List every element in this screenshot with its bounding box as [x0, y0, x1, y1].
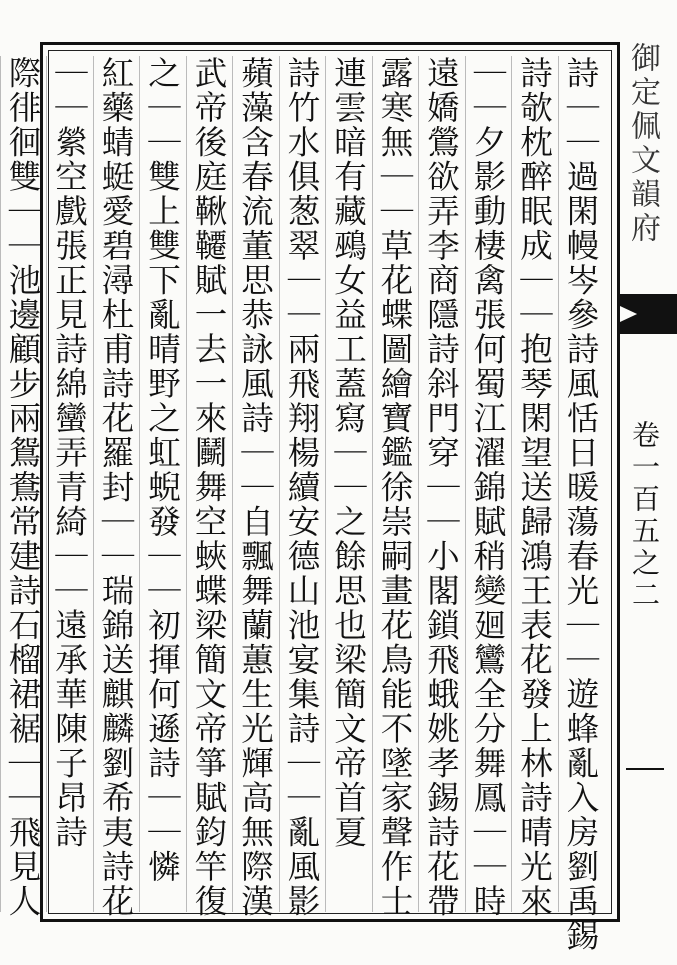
page-margin: [620, 42, 677, 922]
text-column-8: 蘋藻含春流董思恭詠風詩｜｜自飄舞蘭蕙生光輝高無際漢: [232, 56, 279, 912]
book-title: 御定佩文韻府: [625, 42, 660, 246]
margin-rule: [626, 768, 664, 770]
text-column-6: 連雲暗有藏鵐女益工蓋寫｜｜之餘思也梁簡文帝首夏: [325, 56, 372, 912]
text-column-13: 際徘徊雙｜｜池邊顧步兩鴛鴦常建詩石榴裙裾｜｜飛見人: [0, 56, 46, 912]
text-column-12: ｜｜縈空戲張正見詩綿蠻弄青綺｜｜遠承華陳子昂詩: [46, 56, 93, 912]
volume-label: 卷一百五之二: [628, 420, 661, 612]
text-column-9: 武帝後庭鞦韆賦一去一來鬭舞空蛺蝶梁簡文帝箏賦鈞竿復: [186, 56, 233, 912]
text-column-11: 紅藥蜻蜓愛碧潯杜甫詩花羅封｜｜瑞錦送麒麟劉希夷詩花: [93, 56, 140, 912]
text-column-10: 之｜｜雙上雙下亂晴野之虹蜺發｜｜初揮何遜詩｜｜憐: [139, 56, 186, 912]
text-column-4: 遠嬌鶯欲弄李商隱詩斜門穿｜｜小閣鎖飛蛾姚孝錫詩花帶: [418, 56, 465, 912]
text-column-2: 詩欹枕醉眠成｜｜抱琴閑望送歸鴻王表花發上林詩晴光來: [511, 56, 558, 912]
text-column-5: 露寒無｜｜草花蝶圖繪寶鑑徐崇嗣畫花鳥能不墜家聲作士: [372, 56, 419, 912]
text-column-1: 詩｜｜過閑幔岑參詩風恬日暖蕩春光｜｜遊蜂亂入房劉禹錫: [558, 56, 605, 912]
text-column-3: ｜｜夕影動棲禽張何蜀江濯錦賦稍變廻鸞全分舞鳳｜｜時: [465, 56, 512, 912]
text-column-7: 詩竹水俱葱翠｜｜兩飛翔楊續安德山池宴集詩｜｜亂風影: [279, 56, 326, 912]
text-body: [4, 56, 604, 953]
fishtail-mark: [620, 294, 677, 334]
